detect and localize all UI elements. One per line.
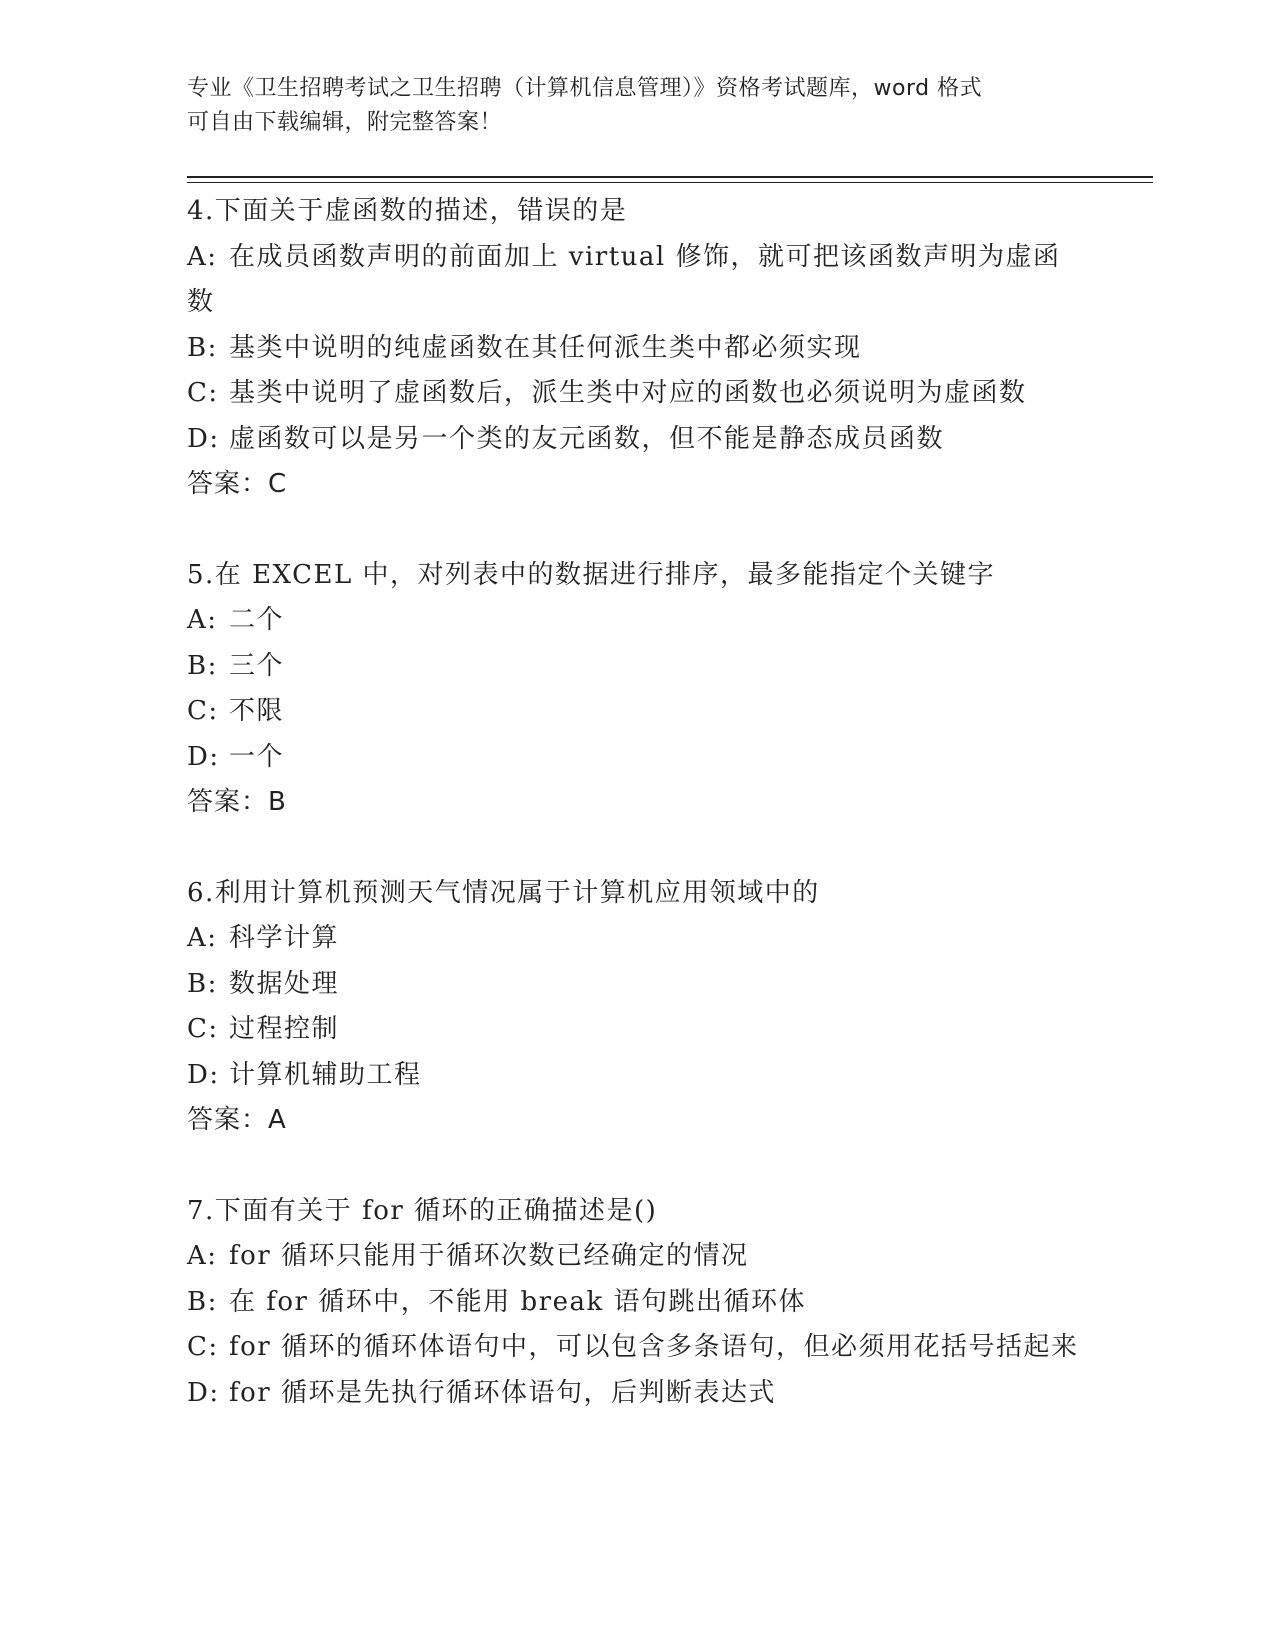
question-4	[187, 189, 1087, 508]
option-text: 三个	[229, 650, 285, 681]
option-key: B:	[187, 968, 218, 999]
option-d	[187, 417, 1087, 463]
option-key: A:	[187, 241, 218, 272]
option-text: for 循环的循环体语句中，可以包含多条语句，但必须用花括号括起来	[229, 1332, 1079, 1362]
option-text: 基类中说明的纯虚函数在其任何派生类中都必须实现	[229, 332, 862, 363]
option-key: C:	[187, 1014, 219, 1044]
option-text: 虚函数可以是另一个类的友元函数，但不能是静态成员函数	[229, 423, 945, 454]
header-line-1: 专业《卫生招聘考试之卫生招聘（计算机信息管理）》资格考试题库，word 格式	[187, 76, 983, 101]
question-title: 5.在 EXCEL 中，对列表中的数据进行排序，最多能指定个关键字	[187, 559, 996, 590]
option-key: A:	[187, 1241, 218, 1271]
option-text: 一个	[229, 741, 285, 772]
option-c	[187, 1007, 1087, 1053]
option-b	[187, 962, 1087, 1008]
answer-line: 答案：C	[187, 469, 288, 499]
option-c	[187, 371, 1087, 417]
option-key: A:	[187, 605, 218, 635]
header-divider-thick	[187, 176, 1153, 178]
question-title: 4.下面关于虚函数的描述，错误的是	[187, 196, 628, 226]
question-5	[187, 553, 1087, 826]
header-divider-thin	[187, 182, 1153, 183]
option-d	[187, 1053, 1087, 1099]
option-key: B:	[187, 332, 218, 363]
option-text: for 循环是先执行循环体语句，后判断表达式	[229, 1377, 776, 1408]
answer-line: 答案：B	[187, 787, 287, 817]
option-a	[187, 916, 1087, 962]
option-key: A:	[187, 923, 218, 953]
option-key: D:	[187, 423, 220, 454]
question-list	[187, 189, 1087, 1461]
question-6	[187, 871, 1087, 1144]
answer-line: 答案：A	[187, 1105, 287, 1135]
option-key: D:	[187, 1059, 220, 1090]
option-key: D:	[187, 1377, 220, 1408]
option-a	[187, 235, 1087, 326]
option-key: C:	[187, 696, 219, 726]
option-text: 在 for 循环中，不能用 break 语句跳出循环体	[229, 1286, 806, 1317]
option-a	[187, 1234, 1087, 1280]
option-key: B:	[187, 650, 218, 681]
option-key: C:	[187, 1332, 219, 1362]
question-title: 6.利用计算机预测天气情况属于计算机应用领域中的	[187, 877, 820, 908]
option-text: 数据处理	[229, 968, 340, 999]
option-a	[187, 598, 1087, 644]
option-key: B:	[187, 1286, 218, 1317]
header-line-2: 可自由下载编辑，附完整答案！	[187, 110, 503, 135]
option-b	[187, 1280, 1087, 1326]
option-key: C:	[187, 378, 219, 408]
option-b	[187, 326, 1087, 372]
option-c	[187, 689, 1087, 735]
option-text: 在成员函数声明的前面加上 virtual 修饰，就可把该函数声明为虚函数	[187, 241, 1061, 317]
document-header	[187, 72, 1087, 140]
question-7	[187, 1189, 1087, 1417]
option-c	[187, 1325, 1087, 1371]
option-text: 基类中说明了虚函数后，派生类中对应的函数也必须说明为虚函数	[229, 378, 1027, 408]
option-d	[187, 1371, 1087, 1417]
option-text: 二个	[229, 605, 285, 635]
option-text: 科学计算	[229, 923, 340, 953]
question-title: 7.下面有关于 for 循环的正确描述是()	[187, 1195, 658, 1226]
option-d	[187, 735, 1087, 781]
option-key: D:	[187, 741, 220, 772]
option-text: for 循环只能用于循环次数已经确定的情况	[229, 1241, 749, 1271]
option-text: 计算机辅助工程	[229, 1059, 422, 1090]
option-text: 过程控制	[229, 1014, 340, 1044]
option-text: 不限	[229, 696, 285, 726]
option-b	[187, 644, 1087, 690]
